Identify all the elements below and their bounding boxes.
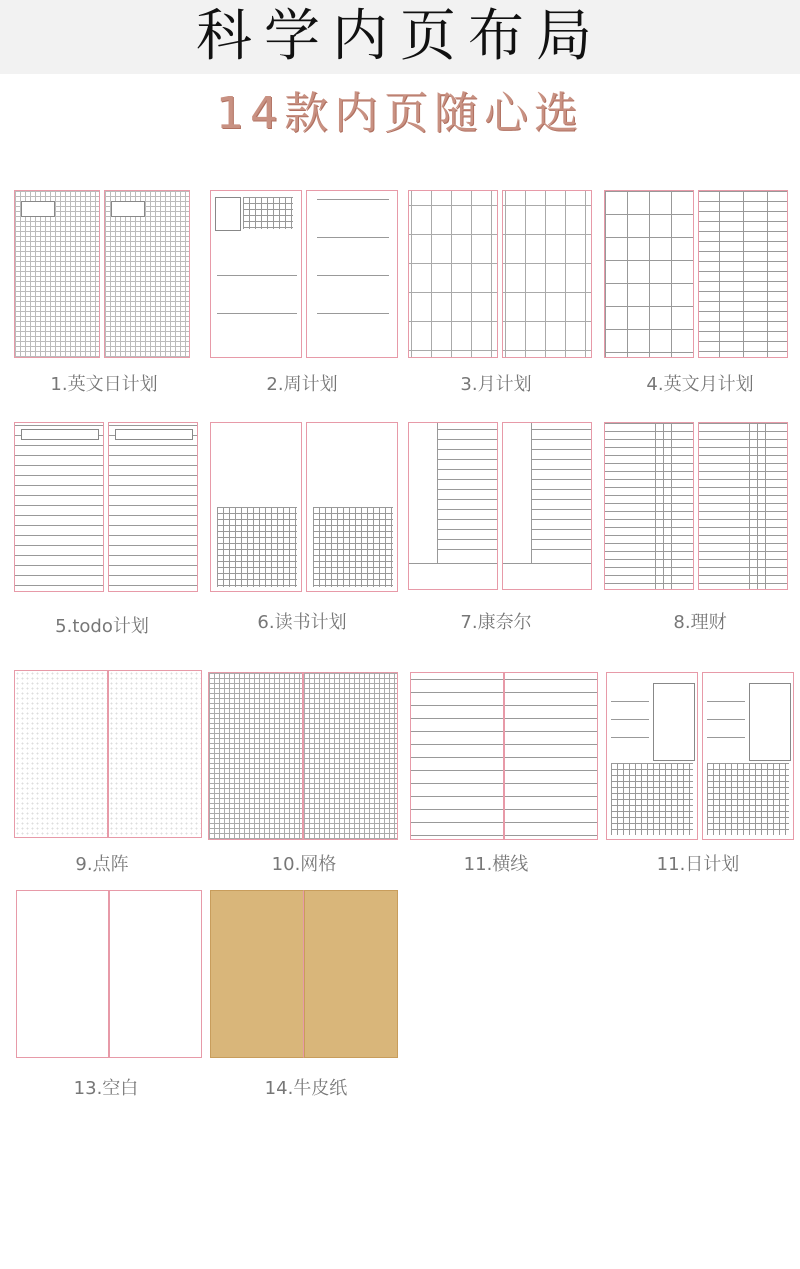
layout-caption: 3.月计划 <box>460 374 532 395</box>
right-page <box>303 672 398 840</box>
right-page <box>304 890 398 1058</box>
right-page <box>104 190 190 358</box>
layout-caption: 14.牛皮纸 <box>264 1078 348 1099</box>
right-page <box>109 890 202 1058</box>
left-page <box>408 190 498 358</box>
notebook-preview <box>604 422 788 590</box>
notebook-preview <box>604 190 788 358</box>
notebook-preview <box>14 190 190 358</box>
left-page <box>210 190 302 358</box>
layout-caption: 8.理财 <box>673 612 727 633</box>
left-page <box>408 422 498 590</box>
notebook-preview <box>408 422 592 590</box>
notebook-preview <box>210 422 398 592</box>
left-page <box>410 672 504 840</box>
right-page <box>502 422 592 590</box>
layout-caption: 11.日计划 <box>656 854 740 875</box>
notebook-preview <box>210 890 398 1058</box>
notebook-preview <box>14 422 198 592</box>
right-page <box>504 672 598 840</box>
layout-caption: 4.英文月计划 <box>646 374 754 395</box>
right-page <box>698 190 788 358</box>
title-bar <box>0 0 800 74</box>
layout-caption: 1.英文日计划 <box>50 374 158 395</box>
left-page <box>604 190 694 358</box>
notebook-preview <box>14 670 202 838</box>
right-page <box>702 672 794 840</box>
layout-caption: 11.横线 <box>463 854 529 875</box>
layout-caption: 2.周计划 <box>266 374 338 395</box>
page-title: 科学内页布局 <box>196 4 604 69</box>
layout-caption: 13.空白 <box>73 1078 139 1099</box>
layout-caption: 5.todo计划 <box>55 616 149 637</box>
right-page <box>306 422 398 592</box>
left-page <box>606 672 698 840</box>
left-page <box>210 422 302 592</box>
page-subtitle: 14款内页随心选 <box>216 88 584 139</box>
left-page <box>16 890 109 1058</box>
right-page <box>108 670 202 838</box>
left-page <box>14 422 104 592</box>
notebook-preview <box>208 672 398 840</box>
right-page <box>502 190 592 358</box>
notebook-preview <box>16 890 202 1058</box>
notebook-preview <box>606 672 794 840</box>
notebook-preview <box>410 672 598 840</box>
notebook-preview <box>210 190 398 358</box>
notebook-preview <box>408 190 592 358</box>
right-page <box>108 422 198 592</box>
left-page <box>210 890 304 1058</box>
left-page <box>604 422 694 590</box>
layout-caption: 7.康奈尔 <box>460 612 532 633</box>
layout-caption: 6.读书计划 <box>257 612 347 633</box>
left-page <box>14 190 100 358</box>
right-page <box>698 422 788 590</box>
layout-caption: 9.点阵 <box>75 854 129 875</box>
left-page <box>14 670 108 838</box>
left-page <box>208 672 303 840</box>
right-page <box>306 190 398 358</box>
layout-caption: 10.网格 <box>271 854 337 875</box>
